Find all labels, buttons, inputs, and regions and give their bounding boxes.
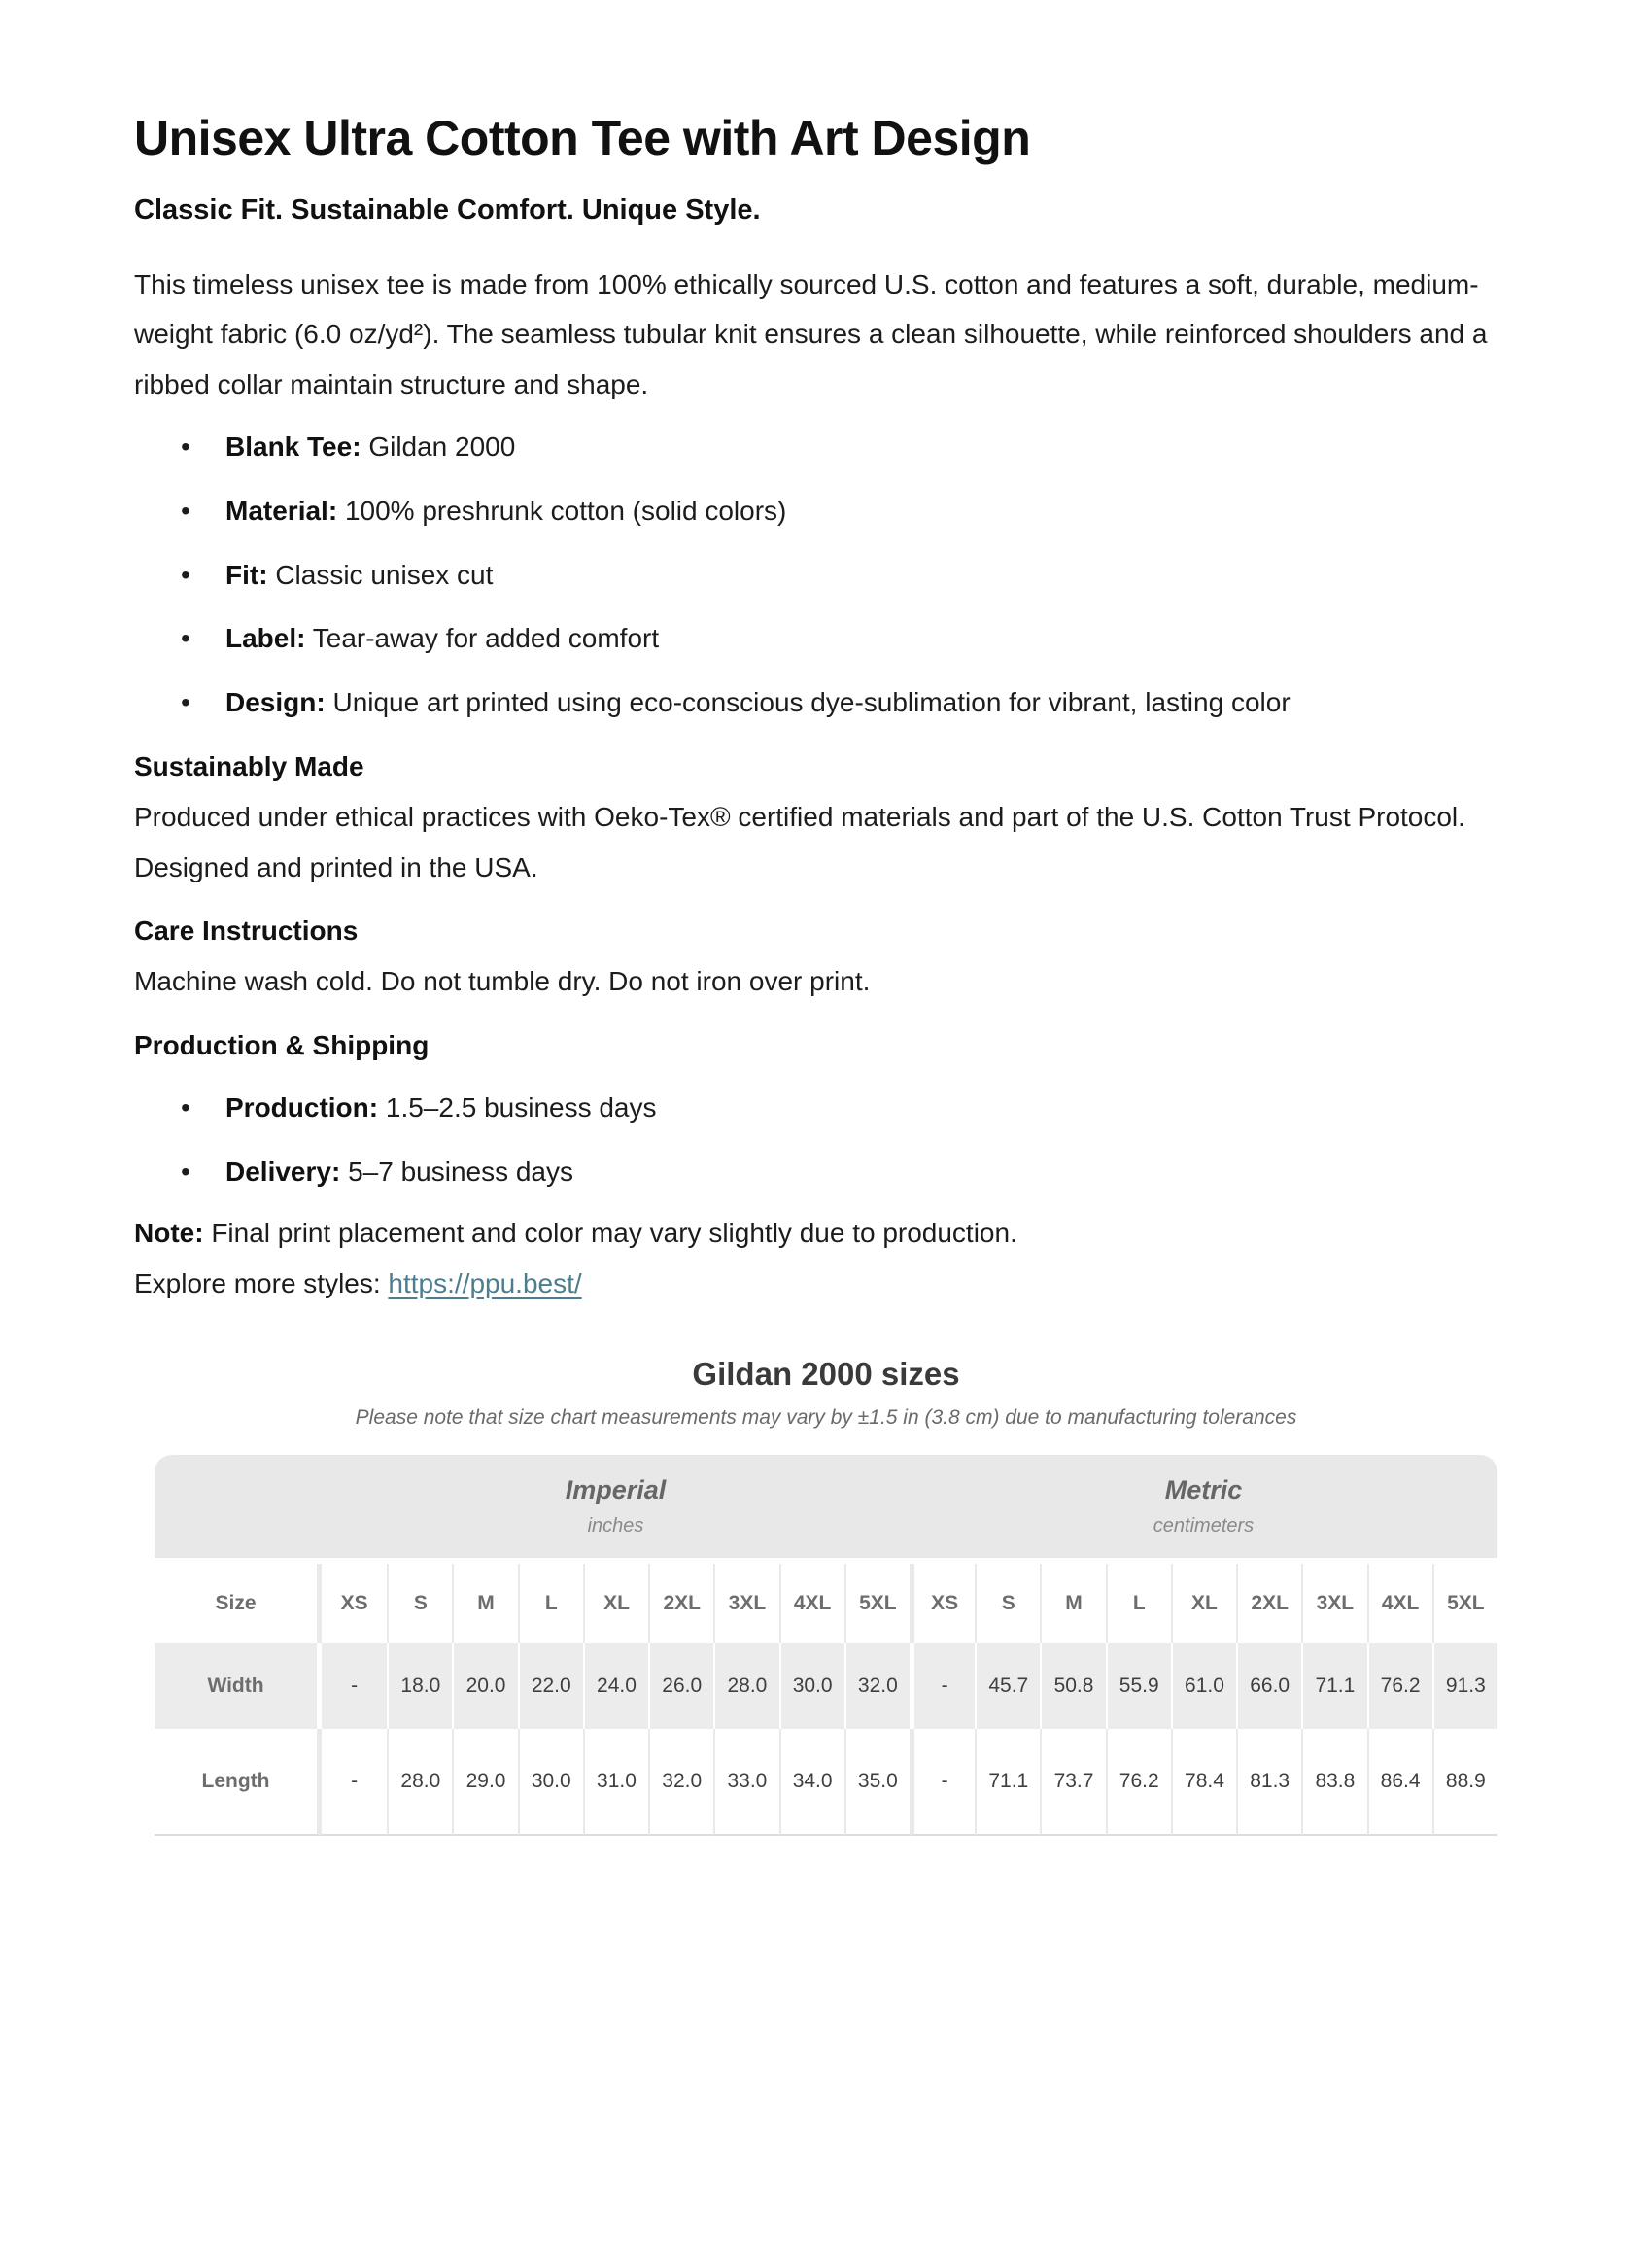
table-cell: 55.9 — [1106, 1643, 1171, 1729]
table-cell: - — [910, 1643, 975, 1729]
table-cell: 50.8 — [1040, 1643, 1105, 1729]
note-line — [134, 1208, 1518, 1259]
size-col-header: 4XL — [1367, 1564, 1432, 1643]
size-col-header: M — [452, 1564, 517, 1643]
feature-label: Design: — [225, 687, 326, 718]
feature-label: Label: — [225, 623, 306, 654]
table-cell: 32.0 — [648, 1729, 713, 1836]
table-cell: 26.0 — [648, 1643, 713, 1729]
feature-text: Tear-away for added comfort — [312, 623, 660, 654]
table-cell: 81.3 — [1236, 1729, 1301, 1836]
intro-paragraph: This timeless unisex tee is made from 100% ethically sourced U.S. cotton and features a soft, durable, medium-weight fabric (6.0 oz/yd²). The seamless tubular knit ensures a clean silhouette, while reinforced shoulders and a ribbed collar maintain structure and shape. — [134, 268, 1488, 400]
table-cell: - — [322, 1729, 387, 1836]
note-text: Final print placement and color may vary slightly due to production. — [211, 1218, 1017, 1249]
feature-item — [225, 550, 1518, 601]
table-cell: - — [910, 1729, 975, 1836]
size-col-header: 2XL — [648, 1564, 713, 1643]
section-care-instructions — [134, 906, 1518, 1007]
size-chart — [134, 1356, 1518, 1836]
feature-label: Fit: — [225, 559, 268, 590]
metric-group-header — [910, 1455, 1497, 1564]
size-chart-title: Gildan 2000 sizes — [692, 1355, 960, 1392]
table-cell: 61.0 — [1171, 1643, 1236, 1729]
size-col-header: 5XL — [1432, 1564, 1497, 1643]
feature-text: 100% preshrunk cotton (solid colors) — [344, 495, 787, 526]
feature-item — [225, 613, 1518, 664]
feature-label: Blank Tee: — [225, 431, 361, 462]
table-cell: 29.0 — [452, 1729, 517, 1836]
table-cell: 34.0 — [779, 1729, 844, 1836]
table-cell: 76.2 — [1106, 1729, 1171, 1836]
section-sustainably-made — [134, 742, 1518, 892]
section-body: Produced under ethical practices with Oeko-Tex® certified materials and part of the U.S. Cotton Trust Protocol. Designed and printed in the USA. — [134, 801, 1465, 882]
size-col-header: S — [975, 1564, 1040, 1643]
feature-item — [225, 677, 1518, 728]
item-text: 5–7 business days — [348, 1156, 574, 1187]
item-text: 1.5–2.5 business days — [385, 1091, 657, 1123]
size-col-header: S — [387, 1564, 452, 1643]
explore-link[interactable]: https://ppu.best/ — [388, 1268, 582, 1299]
feature-text: Gildan 2000 — [368, 431, 516, 462]
table-cell: 35.0 — [844, 1729, 910, 1836]
feature-item — [225, 486, 1518, 536]
table-cell: 91.3 — [1432, 1643, 1497, 1729]
table-row-width — [155, 1643, 1497, 1729]
size-chart-disclaimer: Please note that size chart measurements may vary by ±1.5 in (3.8 cm) due to manufacturing tolerances — [355, 1405, 1297, 1429]
row-label-size: Size — [155, 1564, 322, 1643]
unit-group-row — [155, 1455, 1497, 1564]
explore-text: Explore more styles: — [134, 1268, 389, 1299]
size-col-header: XL — [1171, 1564, 1236, 1643]
size-col-header: XS — [910, 1564, 975, 1643]
table-cell: 20.0 — [452, 1643, 517, 1729]
size-col-header: M — [1040, 1564, 1105, 1643]
table-cell: 86.4 — [1367, 1729, 1432, 1836]
size-col-header: 3XL — [713, 1564, 778, 1643]
table-cell: 22.0 — [518, 1643, 583, 1729]
section-production-shipping — [134, 1020, 1518, 1071]
table-cell: 66.0 — [1236, 1643, 1301, 1729]
section-heading: Care Instructions — [134, 916, 359, 947]
table-cell: 24.0 — [583, 1643, 648, 1729]
table-cell: 33.0 — [713, 1729, 778, 1836]
section-body: Machine wash cold. Do not tumble dry. Do not iron over print. — [134, 966, 871, 997]
document-page — [0, 109, 1652, 1836]
item-label: Production: — [225, 1091, 379, 1123]
feature-label: Material: — [225, 495, 338, 526]
size-col-header: XS — [322, 1564, 387, 1643]
page-title: Unisex Ultra Cotton Tee with Art Design — [134, 111, 1031, 165]
size-col-header: 2XL — [1236, 1564, 1301, 1643]
size-col-header: 5XL — [844, 1564, 910, 1643]
size-table — [155, 1455, 1497, 1836]
size-col-header: 3XL — [1301, 1564, 1366, 1643]
table-cell: 28.0 — [387, 1729, 452, 1836]
subtitle: Classic Fit. Sustainable Comfort. Unique Style. — [134, 194, 761, 225]
row-label-length: Length — [155, 1729, 322, 1836]
feature-text: Unique art printed using eco-conscious dye-sublimation for vibrant, lasting color — [332, 687, 1291, 718]
group-unit: centimeters — [1153, 1514, 1255, 1537]
table-cell: 18.0 — [387, 1643, 452, 1729]
item-label: Delivery: — [225, 1156, 341, 1187]
table-cell: 30.0 — [779, 1643, 844, 1729]
group-unit: inches — [587, 1514, 644, 1537]
group-name: Imperial — [565, 1474, 667, 1504]
table-cell: - — [322, 1643, 387, 1729]
list-item — [225, 1147, 1518, 1197]
table-row-length — [155, 1729, 1497, 1836]
note-block — [134, 1208, 1518, 1309]
table-cell: 30.0 — [518, 1729, 583, 1836]
table-cell: 76.2 — [1367, 1643, 1432, 1729]
table-cell: 71.1 — [975, 1729, 1040, 1836]
row-label-width: Width — [155, 1643, 322, 1729]
feature-list — [134, 422, 1518, 728]
imperial-group-header — [322, 1455, 910, 1564]
table-cell: 83.8 — [1301, 1729, 1366, 1836]
size-header-row — [155, 1564, 1497, 1643]
group-name: Metric — [1164, 1474, 1243, 1504]
list-item — [225, 1083, 1518, 1133]
size-col-header: XL — [583, 1564, 648, 1643]
table-cell: 45.7 — [975, 1643, 1040, 1729]
table-cell: 78.4 — [1171, 1729, 1236, 1836]
table-cell: 28.0 — [713, 1643, 778, 1729]
table-cell: 31.0 — [583, 1729, 648, 1836]
size-col-header: L — [518, 1564, 583, 1643]
production-shipping-list — [134, 1083, 1518, 1197]
size-col-header: 4XL — [779, 1564, 844, 1643]
table-cell: 32.0 — [844, 1643, 910, 1729]
note-label: Note: — [134, 1218, 204, 1249]
section-heading: Production & Shipping — [134, 1029, 430, 1060]
table-corner-cell — [155, 1455, 322, 1564]
feature-item — [225, 422, 1518, 472]
table-cell: 71.1 — [1301, 1643, 1366, 1729]
table-cell: 73.7 — [1040, 1729, 1105, 1836]
size-col-header: L — [1106, 1564, 1171, 1643]
table-cell: 88.9 — [1432, 1729, 1497, 1836]
section-heading: Sustainably Made — [134, 750, 364, 781]
feature-text: Classic unisex cut — [275, 559, 494, 590]
explore-line — [134, 1259, 1518, 1309]
